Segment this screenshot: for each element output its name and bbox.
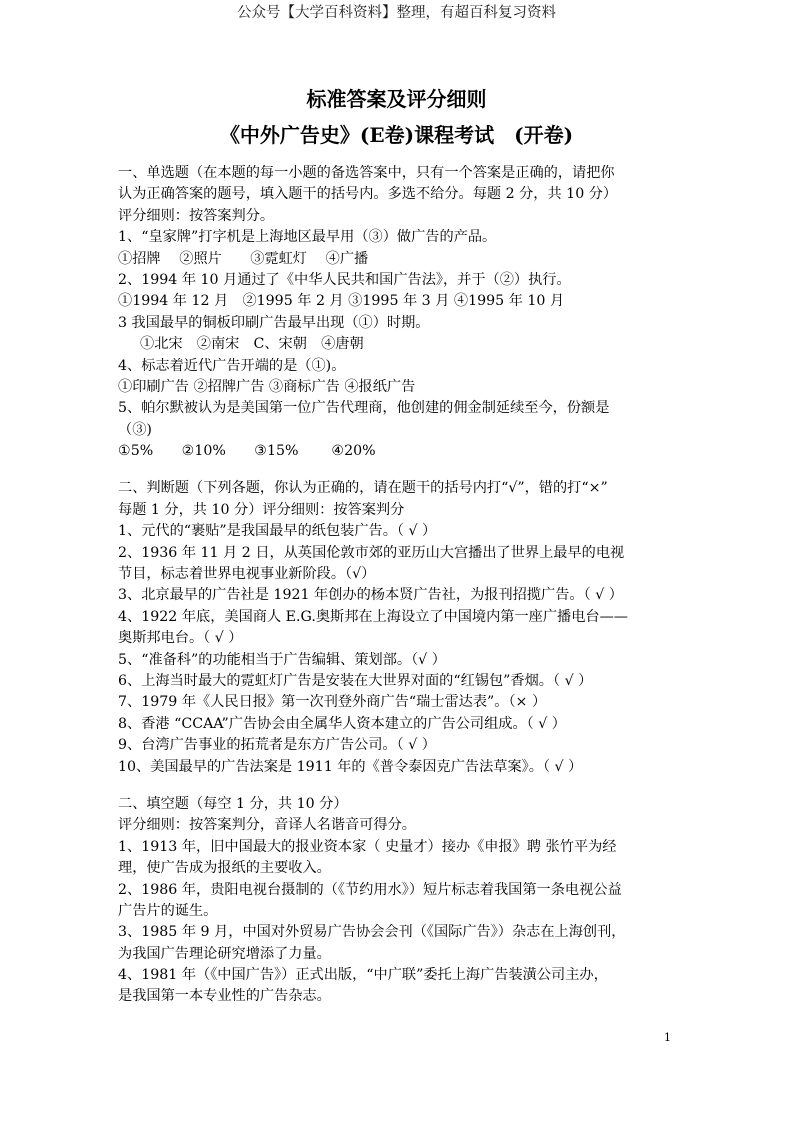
text-line: 3、1985 年 9 月，中国对外贸易广告协会会刊（《国际广告》）杂志在上海创刊， <box>118 924 626 941</box>
text-line: 2、1994 年 10 月通过了《中华人民共和国广告法》，并于（②）执行。 <box>118 271 571 288</box>
text-line: 6、上海当时最大的霓虹灯广告是安装在大世界对面的“红锡包”香烟。（ √ ） <box>118 672 593 689</box>
text-line: 1、元代的“裹贴”是我国最早的纸包装广告。（ √ ） <box>118 523 437 540</box>
text-line: 4、1922 年底，美国商人 E.G.奥斯邦在上海设立了中国境内第一座广播电台—— <box>118 608 628 625</box>
text-line: （③) <box>118 421 152 438</box>
text-line: 节目，标志着世界电视事业新阶段。（√） <box>118 566 376 583</box>
text-line: 1、“皇家牌”打字机是上海地区最早用（③）做广告的产品。 <box>118 229 497 246</box>
text-line: 一、单选题（在本题的每一小题的备选答案中，只有一个答案是正确的，请把你 <box>118 165 615 181</box>
text-line: 4、标志着近代广告开端的是（①)。 <box>118 357 346 374</box>
text-line: 评分细则：按答案判分，音译人名谐音可得分。 <box>118 817 416 834</box>
text-line: 二、填空题（每空 1 分，共 10 分） <box>118 795 348 812</box>
text-line: 2、1986 年，贵阳电视台摄制的（《节约用水》）短片标志着我国第一条电视公益 <box>118 881 622 898</box>
header-note: 公众号【大学百科资料】整理，有超百科复习资料 <box>237 5 556 21</box>
text-line: ①1994 年 12 月 ②1995 年 2 月 ③1995 年 3 月 ④1995 年 10 月 <box>118 293 565 310</box>
text-line: 8、香港 “CCAA”广告协会由全属华人资本建立的广告公司组成。（ √ ） <box>118 715 566 732</box>
text-line: 是我国第一本专业性的广告杂志。 <box>118 988 331 1005</box>
page-title: 标准答案及评分细则 <box>306 87 487 111</box>
text-line: 3 我国最早的铜板印刷广告最早出现（①）时期。 <box>118 314 430 331</box>
text-line: 5、“准备科”的功能相当于广告编辑、策划部。（√ ） <box>118 651 446 668</box>
spacer <box>118 462 680 478</box>
text-line: ①5% ②10% ③15% ④20% <box>118 443 376 460</box>
spacer <box>118 778 680 794</box>
text-line: 评分细则：按答案判分。 <box>118 207 275 224</box>
text-line: ①印刷广告 ②招牌广告 ③商标广告 ④报纸广告 <box>118 378 416 395</box>
text-line: ①北宋 ②南宋 C、宋朝 ④唐朝 <box>140 336 364 353</box>
exam-subtitle: 《中外广告史》(E卷)课程考试 (开卷) <box>219 123 574 147</box>
text-line: 5、帕尔默被认为是美国第一位广告代理商，他创建的佣金制延续至今，份额是 <box>118 400 610 417</box>
text-line: 认为正确答案的题号，填入题干的括号内。多选不给分。每题 2 分，共 10 分） <box>118 186 618 203</box>
text-line: 奥斯邦电台。（ √ ） <box>118 630 243 647</box>
text-line: 7、1979 年《人民日报》第一次刊登外商广告“瑞士雷达表”。（× ） <box>118 694 547 711</box>
text-line: 9、台湾广告事业的拓荒者是东方广告公司。（ √ ） <box>118 737 436 754</box>
text-line: 1、1913 年，旧中国最大的报业资本家（ 史量才）接办《申报》聘 张竹平为经 <box>118 838 617 855</box>
text-line: 每题 1 分，共 10 分）评分细则：按答案判分 <box>118 501 405 518</box>
text-line: 为我国广告理论研究增添了力量。 <box>118 945 331 962</box>
text-line: 4、1981 年（《中国广告》）正式出版，“中广联”委托上海广告装潢公司主办， <box>118 967 608 984</box>
answer-body <box>118 163 680 1008</box>
text-line: 10、美国最早的广告法案是 1911 年的《普令泰因克广告法草案》。（ √ ） <box>118 758 583 775</box>
text-line: 二、判断题（下列各题，你认为正确的，请在题干的括号内打“√”，错的打“×” <box>118 480 608 497</box>
text-line: ①招牌 ②照片 ③霓虹灯 ④广播 <box>118 250 369 267</box>
text-line: 广告片的诞生。 <box>118 902 218 919</box>
text-line: 3、北京最早的广告社是 1921 年创办的杨本贤广告社，为报刊招揽广告。（ √ ） <box>118 587 623 604</box>
text-line: 理，使广告成为报纸的主要收入。 <box>118 860 331 877</box>
page-number: 1 <box>664 1031 671 1044</box>
text-line: 2、1936 年 11 月 2 日，从英国伦敦市郊的亚历山大宫播出了世界上最早的电视 <box>118 544 625 561</box>
